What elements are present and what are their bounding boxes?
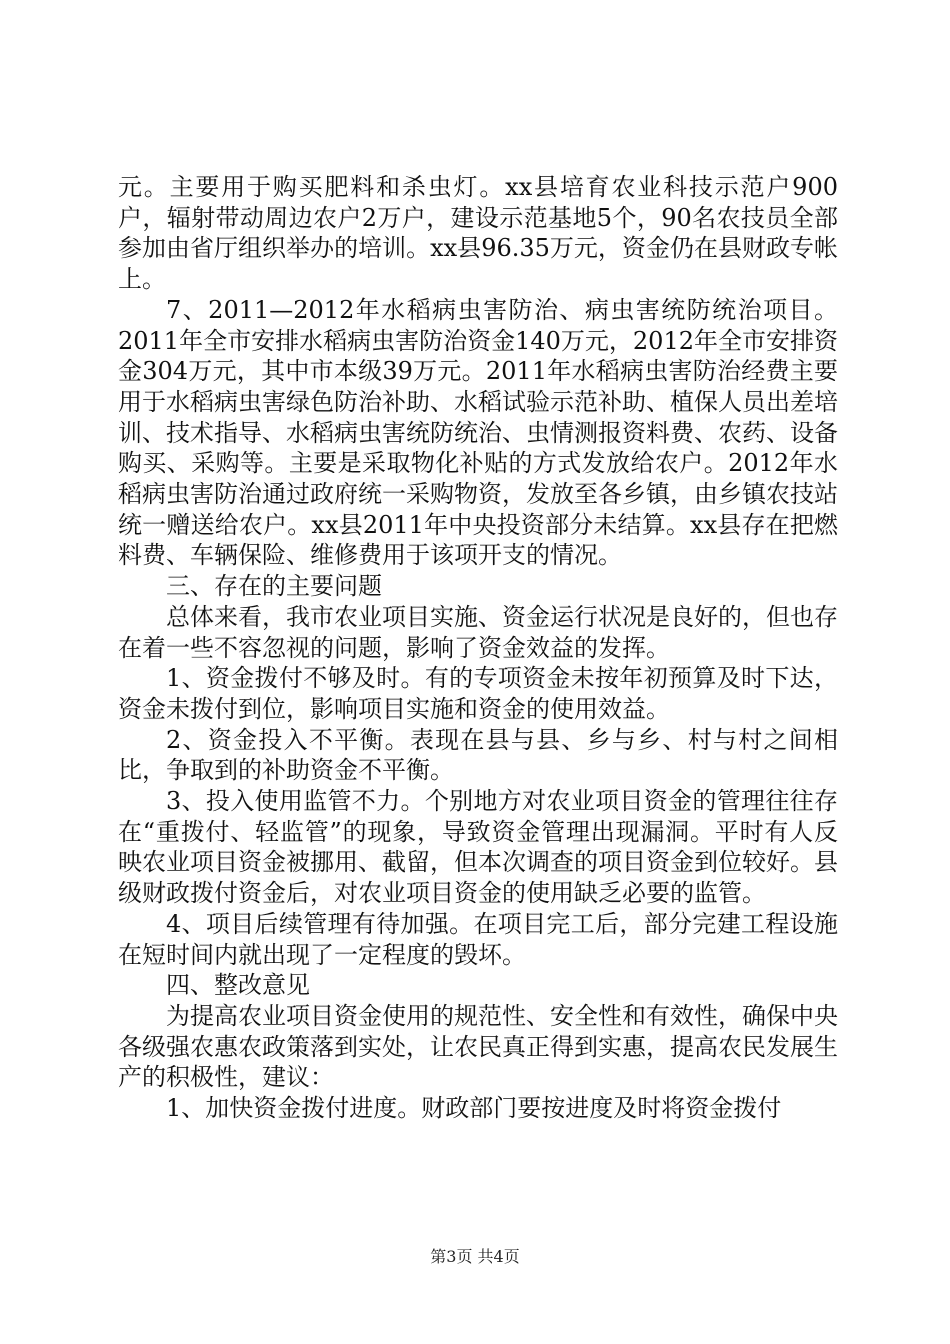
document-body (118, 172, 838, 1124)
page-number-footer: 第3页 共4页 (430, 1247, 520, 1266)
paragraph-item-7: 7、2011—2012年水稻病虫害防治、病虫害统防统治项目。2011年全市安排水稻病虫害防治资金140万元，2012年全市安排资金304万元，其中市本级39万元。2011年水稻病虫害防治经费主要用于水稻病虫害绿色防治补助、水稻试验示范补助、植保人员出差培训、技术指导、水稻病虫害统防统治、虫情测报资料费、农药、设备购买、采购等。主要是采取物化补贴的方式发放给农户。2012年水稻病虫害防治通过政府统一采购物资，发放至各乡镇，由乡镇农技站统一赠送给农户。xx县2011年中央投资部分未结算。xx县存在把燃料费、车辆保险、维修费用于该项开支的情况。 (118, 295, 838, 570)
paragraph-suggestion-intro: 为提高农业项目资金使用的规范性、安全性和有效性，确保中央各级强农惠农政策落到实处，让农民真正得到实惠，提高农民发展生产的积极性，建议： (118, 1001, 838, 1092)
paragraph-problem-3: 3、投入使用监管不力。个别地方对农业项目资金的管理往往存在“重拨付、轻监管”的现象，导致资金管理出现漏洞。平时有人反映农业项目资金被挪用、截留，但本次调查的项目资金到位较好。县级财政拨付资金后，对农业项目资金的使用缺乏必要的监管。 (118, 787, 838, 908)
section-heading-problems: 三、存在的主要问题 (166, 572, 382, 601)
paragraph-problem-1: 1、资金拨付不够及时。有的专项资金未按年初预算及时下达，资金未拨付到位，影响项目实施和资金的使用效益。 (118, 664, 838, 723)
paragraph-problem-2: 2、资金投入不平衡。表现在县与县、乡与乡、村与村之间相比，争取到的补助资金不平衡。 (118, 725, 838, 785)
paragraph-overview: 总体来看，我市农业项目实施、资金运行状况是良好的，但也存在着一些不容忽视的问题，影响了资金效益的发挥。 (118, 602, 838, 662)
paragraph-continuation: 元。主要用于购买肥料和杀虫灯。xx县培育农业科技示范户900户，辐射带动周边农户2万户，建设示范基地5个，90名农技员全部参加由省厅组织举办的培训。xx县96.35万元，资金仍在县财政专帐上。 (118, 173, 838, 294)
paragraph-problem-4: 4、项目后续管理有待加强。在项目完工后，部分完建工程设施在短时间内就出现了一定程度的毁坏。 (118, 909, 838, 969)
paragraph-suggestion-1: 1、加快资金拨付进度。财政部门要按进度及时将资金拨付 (166, 1094, 782, 1123)
section-heading-suggestions: 四、整改意见 (166, 971, 310, 1000)
